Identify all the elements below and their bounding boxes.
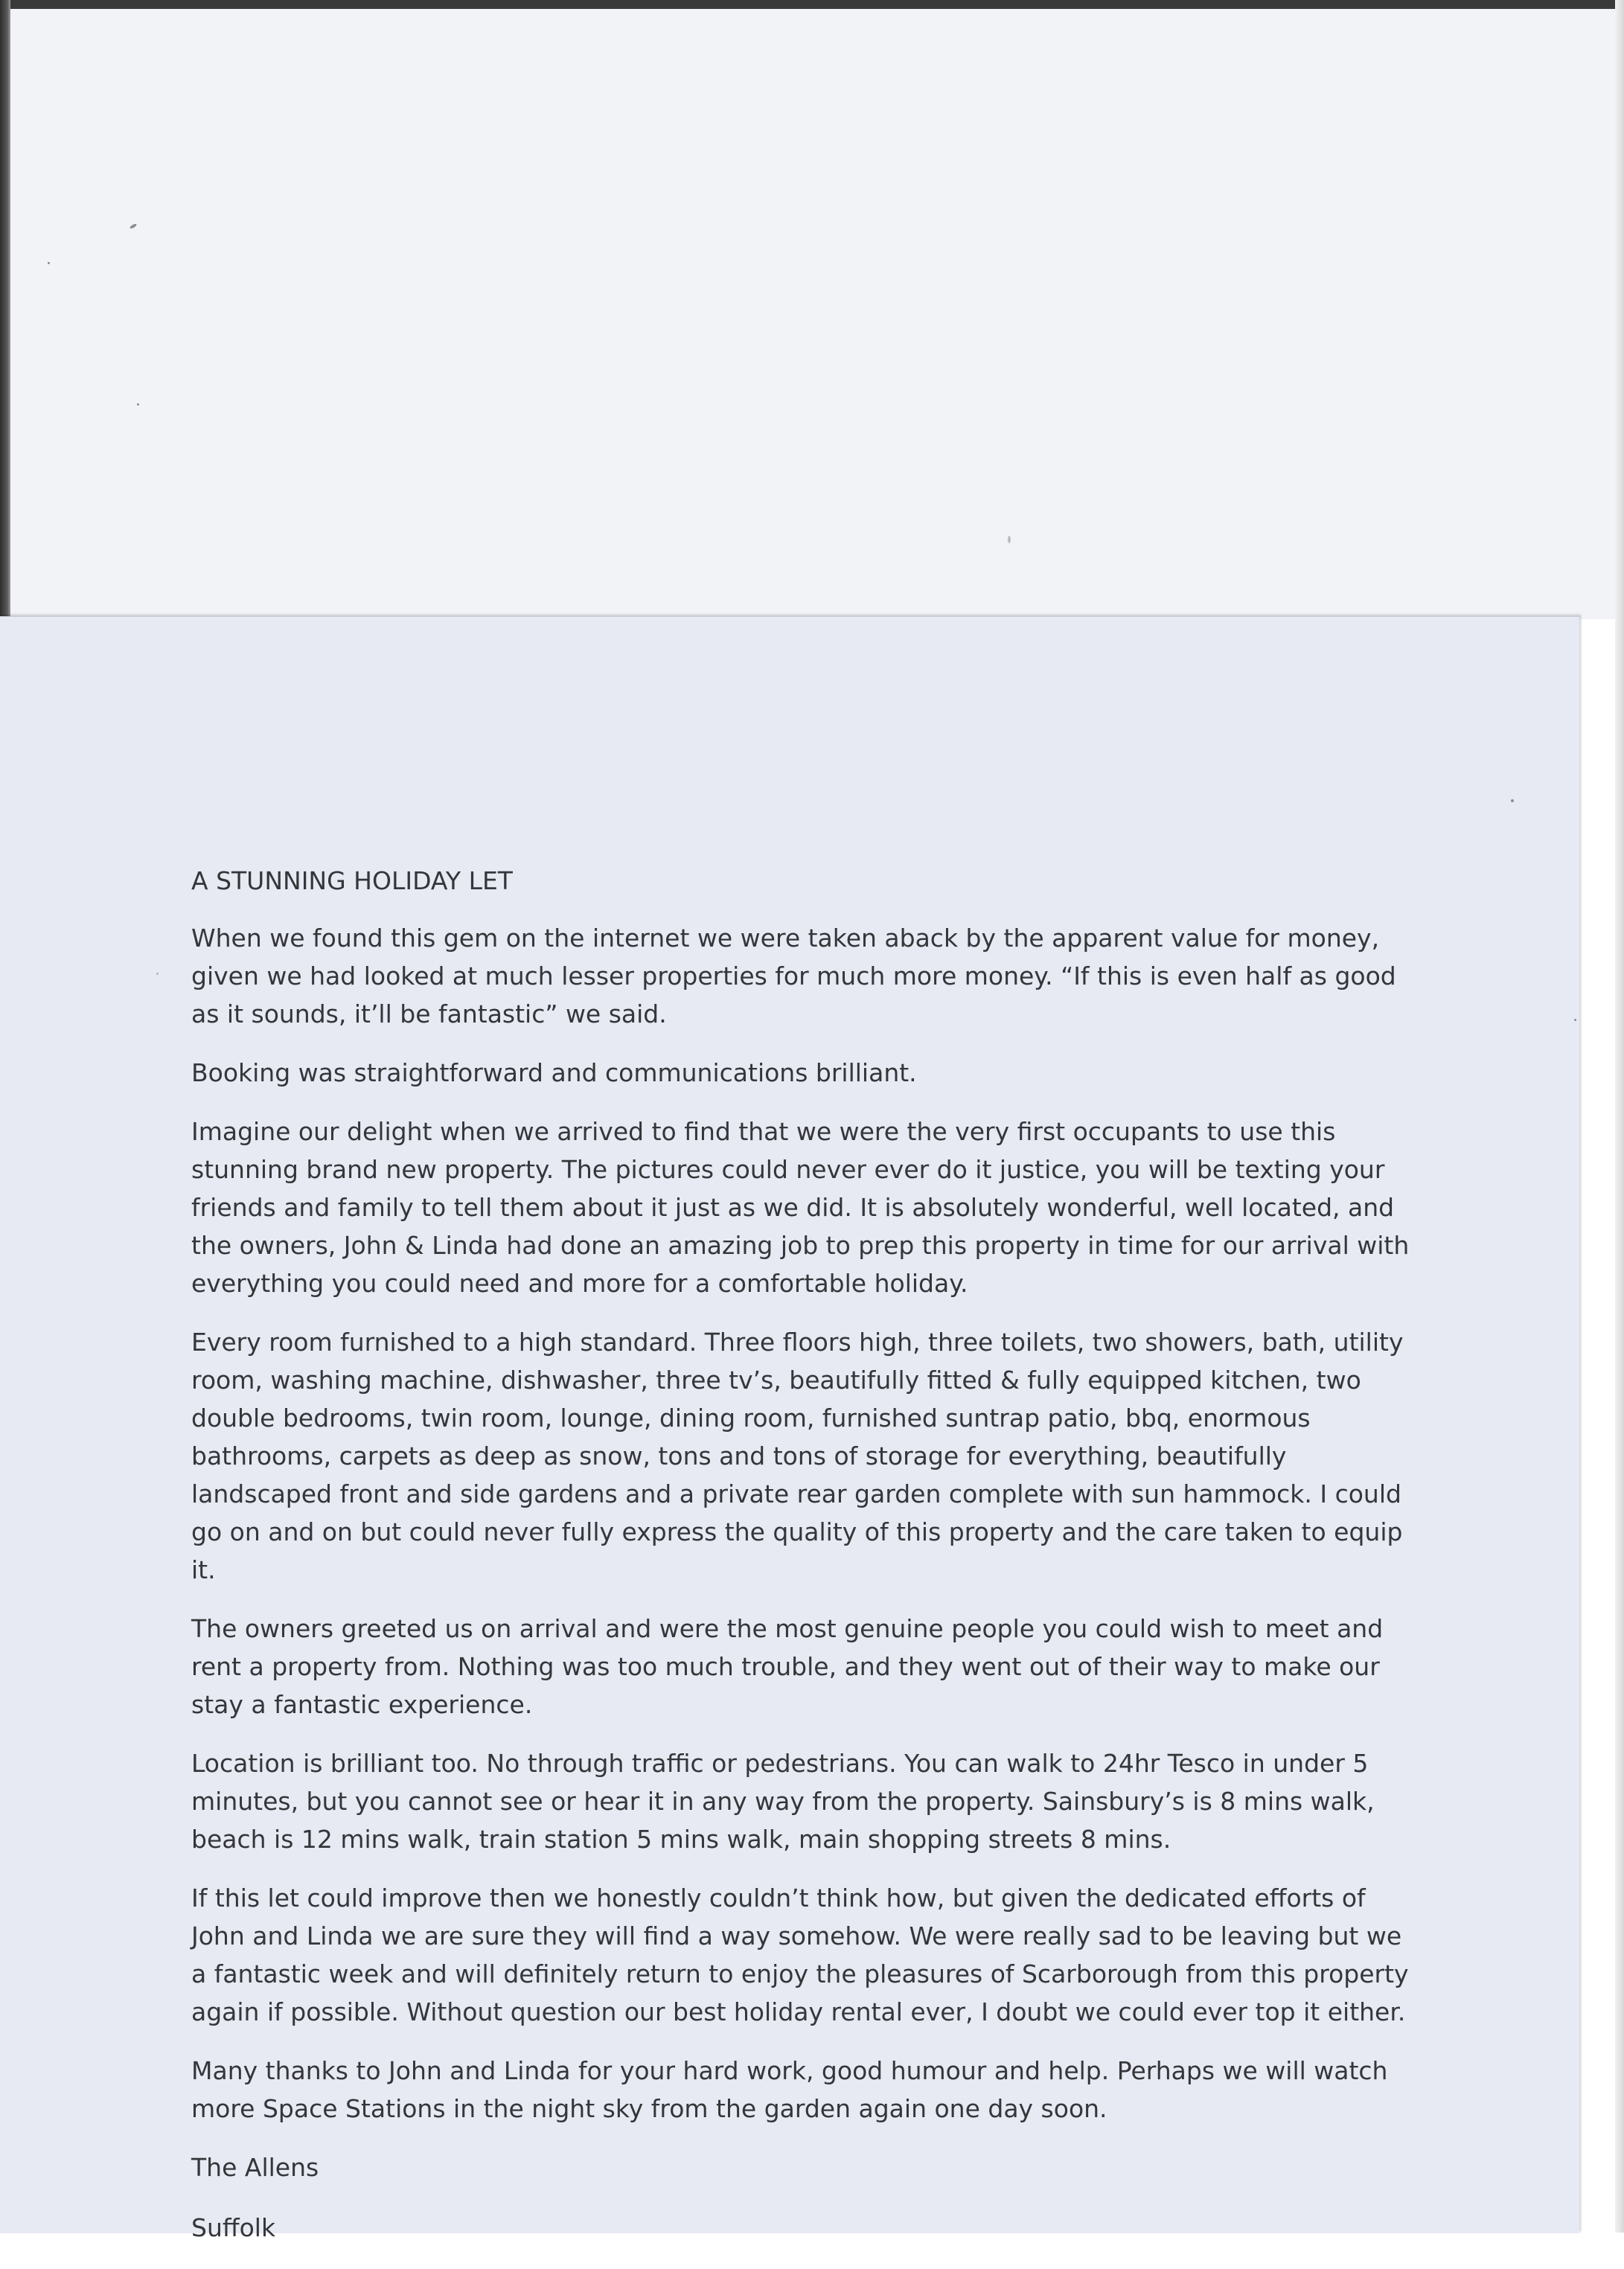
letter-paragraph: When we found this gem on the internet we were taken aback by the apparent value for money, given we had looked at much lesser properties for much more money. “If this is even half as good as it sounds, it’ll be fantastic” we said. — [191, 924, 1396, 1028]
background-sheet — [10, 9, 1615, 619]
letter-paragraph: Booking was straightforward and communications brilliant. — [191, 1058, 917, 1087]
scanner-edge-top — [0, 0, 1624, 9]
scan-speck — [1574, 1019, 1576, 1021]
letter-signature: The Allens — [191, 2153, 319, 2182]
letter-paragraph: Every room furnished to a high standard. Three floors high, three toilets, two showers, bath, utility room, washing machine, dishwasher, three tv’s, beautifully fitted & fully equipped kitchen, two double bedrooms, twin room, lounge, dining room, furnished suntrap patio, bbq, enormous bathrooms, carpets as deep as snow, tons and tons of storage for everything, beautifully landscaped front and side gardens and a private rear garden complete with sun hammock. I could go on and on but could never fully express the quality of this property and the care taken to equip it. — [191, 1328, 1404, 1584]
scan-speck — [1511, 799, 1514, 802]
letter-paragraph: Location is brilliant too. No through traffic or pedestrians. You can walk to 24hr Tesco in under 5 minutes, but you cannot see or hear it in any way from the property. Sainsbury’s is 8 mins walk, beach is 12 mins walk, train station 5 mins walk, main shopping streets 8 mins. — [191, 1749, 1375, 1854]
letter-paragraph: Imagine our delight when we arrived to find that we were the very first occupants to use this stunning brand new property. The pictures could never ever do it justice, you will be texting your friends and family to tell them about it just as we did. It is absolutely wonderful, well located, and the owners, John & Linda had done an amazing job to prep this property in time for our arrival with everything you could need and more for a comfortable holiday. — [191, 1117, 1410, 1298]
letter-location: Suffolk — [191, 2213, 276, 2242]
scan-speck — [137, 403, 139, 406]
letter-paragraph: The owners greeted us on arrival and were the most genuine people you could wish to meet and rent a property from. Nothing was too much trouble, and they went out of their way to make our stay a fantastic experience. — [191, 1614, 1384, 1719]
scan-speck — [130, 223, 138, 229]
letter-paragraph: Many thanks to John and Linda for your hard work, good humour and help. Perhaps we will watch more Space Stations in the night sky from the garden again one day soon. — [191, 2056, 1388, 2123]
scanner-edge-left — [0, 0, 10, 618]
letter-body — [191, 862, 1419, 2269]
scan-speck — [1008, 536, 1011, 543]
scan-speck — [48, 262, 50, 264]
letter-paragraph: If this let could improve then we honestly couldn’t think how, but given the dedicated efforts of John and Linda we are sure they will find a way somehow. We were really sad to be leaving but we a fantastic week and will definitely return to enjoy the pleasures of Scarborough from this property again if possible. Without question our best holiday rental ever, I doubt we could ever top it either. — [191, 1884, 1409, 2026]
scanner-edge-right — [1615, 0, 1624, 2233]
letter-title: A STUNNING HOLIDAY LET — [191, 866, 513, 895]
scan-speck — [156, 973, 159, 975]
